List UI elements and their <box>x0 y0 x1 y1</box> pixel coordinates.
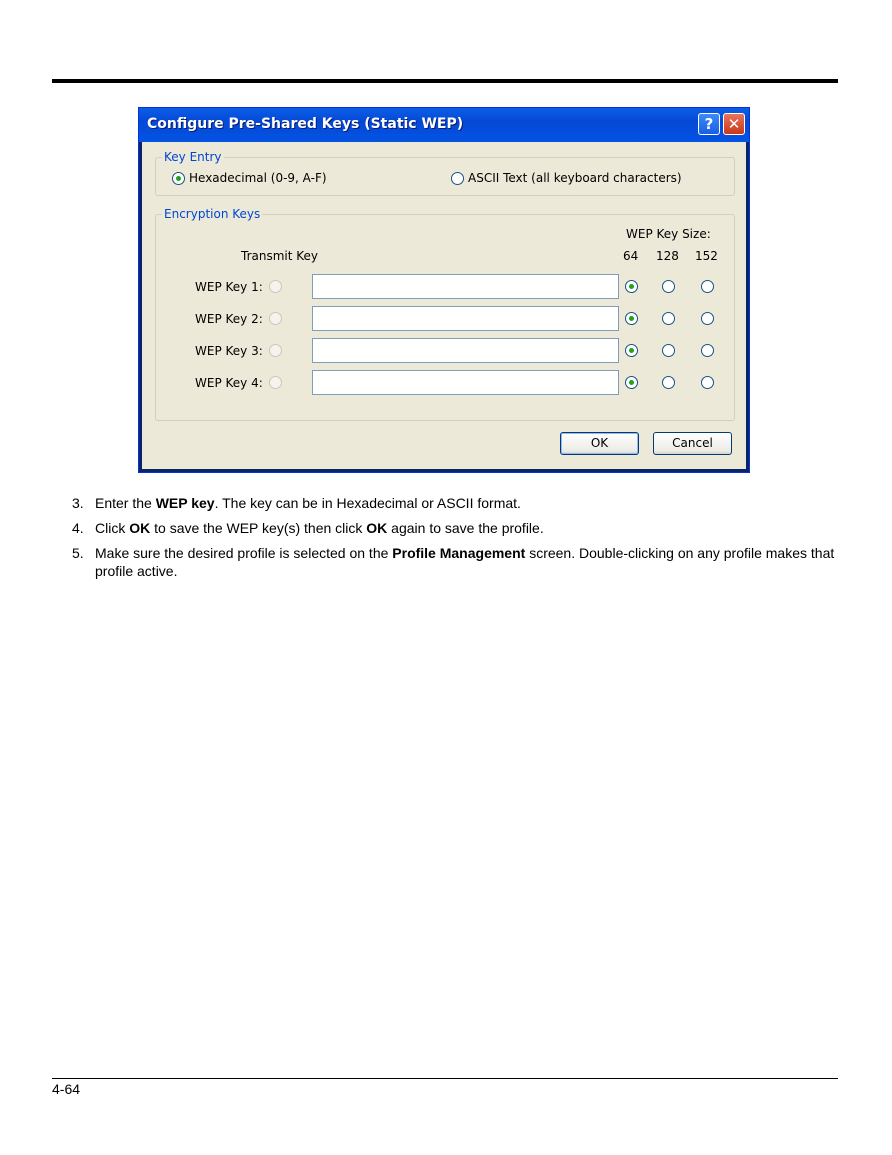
header-rule <box>52 79 838 83</box>
wep-key-4-input[interactable] <box>312 370 619 395</box>
step-text: to save the WEP key(s) then click <box>150 520 367 536</box>
wep-key-3-input[interactable] <box>312 338 619 363</box>
step-text: again to save the profile. <box>387 520 544 536</box>
dialog-body <box>142 142 746 469</box>
ok-button[interactable]: OK <box>560 432 639 455</box>
step-text: Enter the <box>95 495 156 511</box>
step-number: 5. <box>72 545 84 561</box>
step-emphasis: OK <box>366 520 388 536</box>
dialog-title: Configure Pre-Shared Keys (Static WEP) <box>147 116 464 132</box>
step-text: screen. Double-clicking on any profile makes that profile active. <box>95 545 835 579</box>
wep-key-4-label: WEP Key 4: <box>195 376 263 390</box>
wep-key-4-size-64-radio[interactable] <box>625 376 638 389</box>
wep-key-3-size-128-radio[interactable] <box>662 344 675 357</box>
wep-key-2-label: WEP Key 2: <box>195 312 263 326</box>
transmit-key-header: Transmit Key <box>241 249 319 263</box>
hexadecimal-label: Hexadecimal (0-9, A-F) <box>189 171 327 185</box>
wep-key-4-size-152-radio[interactable] <box>701 376 714 389</box>
wep-key-3-size-152-radio[interactable] <box>701 344 714 357</box>
wep-key-1-label: WEP Key 1: <box>195 280 263 294</box>
size-64-header: 64 <box>623 249 639 263</box>
key-entry-group <box>155 150 735 196</box>
dialog-title-bar[interactable] <box>139 108 749 142</box>
wep-key-3-size-64-radio[interactable] <box>625 344 638 357</box>
wep-key-4-size-128-radio[interactable] <box>662 376 675 389</box>
key-entry-label: Key Entry <box>164 150 222 164</box>
wep-key-size-header: WEP Key Size: <box>626 227 711 241</box>
wep-key-3-transmit-radio[interactable] <box>269 344 282 357</box>
size-152-header: 152 <box>695 249 718 263</box>
size-128-header: 128 <box>656 249 679 263</box>
step-number: 4. <box>72 520 84 536</box>
step-item <box>72 519 842 537</box>
close-icon[interactable]: ✕ <box>723 113 745 135</box>
encryption-keys-label: Encryption Keys <box>164 207 261 221</box>
step-number: 3. <box>72 495 84 511</box>
ascii-text-radio[interactable] <box>451 172 464 185</box>
wep-key-4-transmit-radio[interactable] <box>269 376 282 389</box>
step-emphasis: Profile Management <box>392 545 526 561</box>
instruction-steps <box>72 494 842 587</box>
hexadecimal-radio[interactable] <box>172 172 185 185</box>
step-item <box>72 494 842 512</box>
wep-key-3-label: WEP Key 3: <box>195 344 263 358</box>
wep-key-2-input[interactable] <box>312 306 619 331</box>
encryption-keys-group <box>155 207 735 421</box>
step-item <box>72 544 842 580</box>
wep-key-2-size-64-radio[interactable] <box>625 312 638 325</box>
step-emphasis: OK <box>129 520 151 536</box>
wep-key-2-transmit-radio[interactable] <box>269 312 282 325</box>
step-text: Make sure the desired profile is selected on the <box>95 545 393 561</box>
wep-key-1-transmit-radio[interactable] <box>269 280 282 293</box>
step-text: . The key can be in Hexadecimal or ASCII format. <box>214 495 521 511</box>
wep-key-2-size-152-radio[interactable] <box>701 312 714 325</box>
step-emphasis: WEP key <box>155 495 215 511</box>
cancel-button[interactable]: Cancel <box>653 432 732 455</box>
wep-key-1-input[interactable] <box>312 274 619 299</box>
ascii-text-label: ASCII Text (all keyboard characters) <box>468 171 682 185</box>
configure-wep-dialog <box>138 107 750 473</box>
wep-key-1-size-152-radio[interactable] <box>701 280 714 293</box>
step-text: Click <box>95 520 130 536</box>
wep-key-2-size-128-radio[interactable] <box>662 312 675 325</box>
page-number: 4-64 <box>52 1081 81 1097</box>
wep-key-1-size-128-radio[interactable] <box>662 280 675 293</box>
help-icon[interactable]: ? <box>698 113 720 135</box>
footer-rule <box>52 1078 838 1079</box>
wep-key-1-size-64-radio[interactable] <box>625 280 638 293</box>
